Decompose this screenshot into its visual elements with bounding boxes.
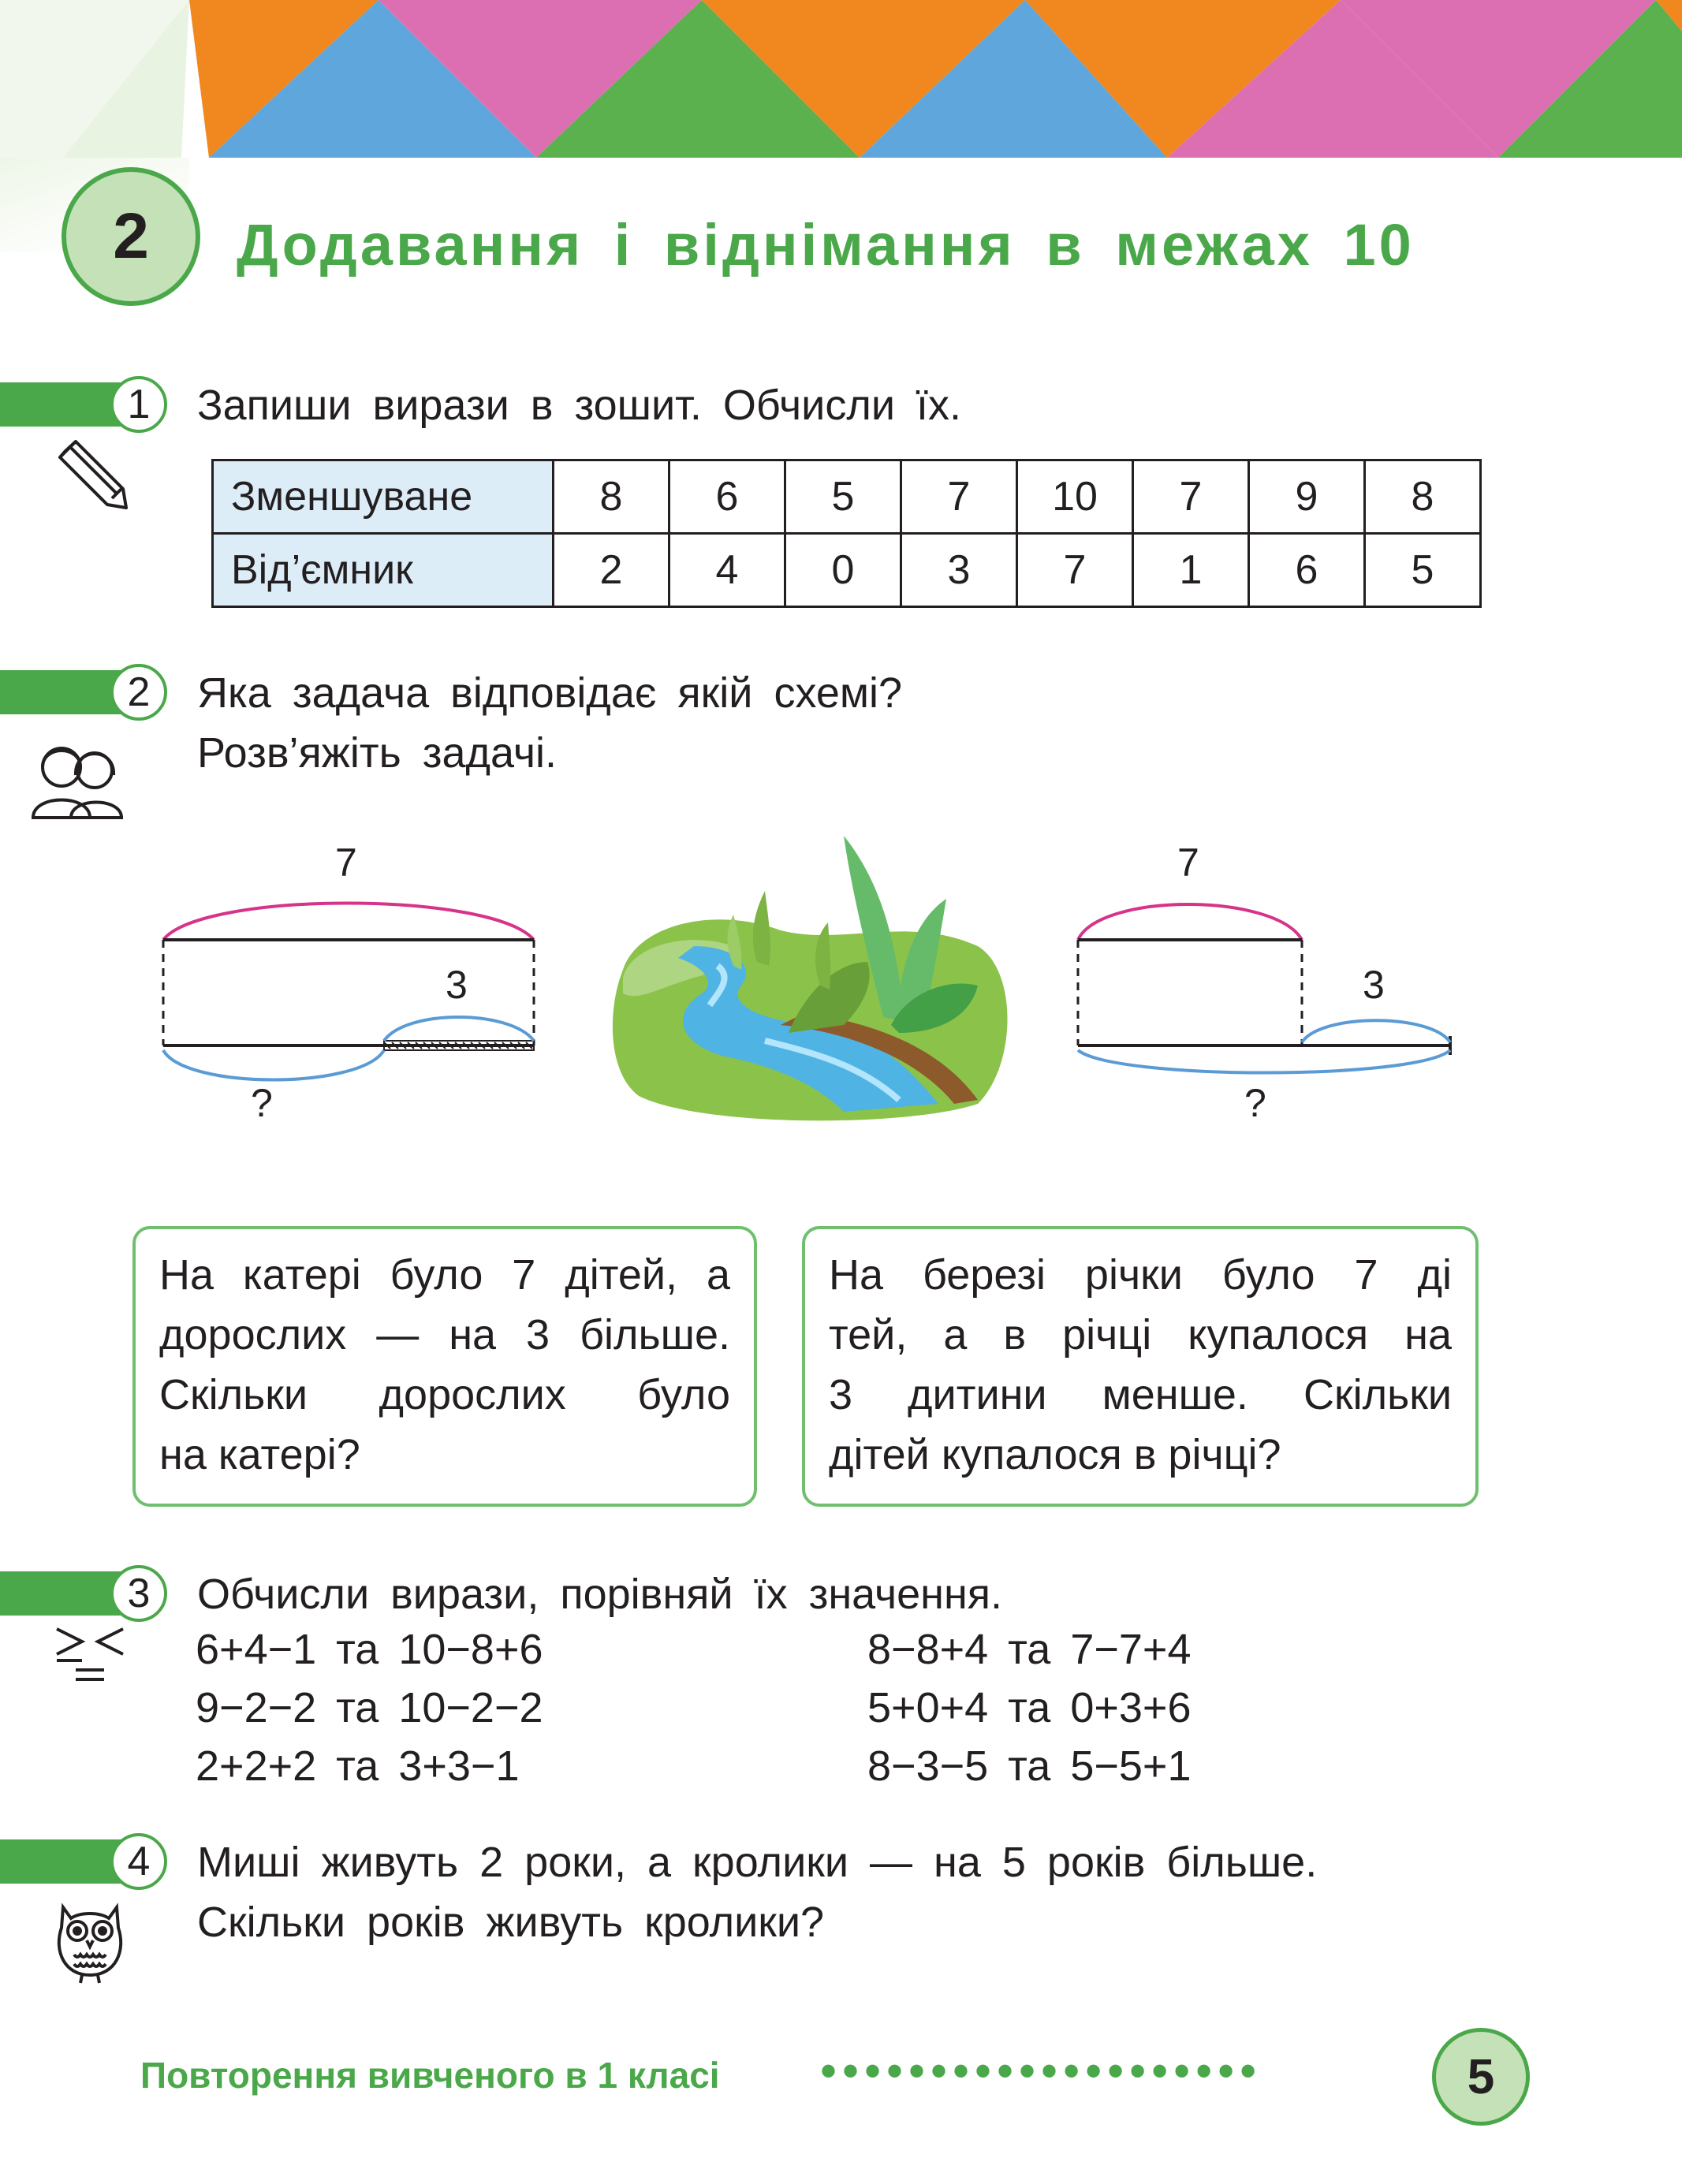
task-1-text: Запиши вирази в зошит. Обчисли їх. [197, 382, 962, 429]
expression-left-2: 9−2−2 та 10−2−2 [196, 1684, 543, 1731]
table-cell: 7 [1133, 460, 1249, 534]
expression-left-3: 2+2+2 та 3+3−1 [196, 1742, 520, 1790]
expression-right-1: 8−8+4 та 7−7+4 [867, 1626, 1192, 1673]
lesson-number-badge: 2 [62, 167, 200, 306]
task-4-line-2: Скільки років живуть кролики? [197, 1899, 825, 1946]
scheme-left-bottom-label: ? [251, 1081, 273, 1125]
story-box-1 [132, 1226, 757, 1507]
table-cell: 1 [1133, 534, 1249, 607]
footer-section-title: Повторення вивченого в 1 класі [140, 2055, 720, 2096]
lesson-title: Додавання і віднімання в межах 10 [237, 212, 1415, 278]
task-4-number: 4 [110, 1833, 167, 1890]
scheme-right-part-arc [1302, 1020, 1450, 1042]
scheme-right-part-label: 3 [1363, 963, 1385, 1007]
story-1-line: дорослих — на 3 більше. [159, 1311, 730, 1358]
subtraction-table [211, 459, 1482, 608]
story-1-line: На катері було 7 дітей, а [159, 1251, 730, 1299]
compare-icon [52, 1623, 128, 1686]
page-number-badge: 5 [1432, 2028, 1530, 2126]
story-2-line: 3 дитини менше. Скільки [829, 1371, 1452, 1418]
table-cell: 6 [1249, 534, 1365, 607]
table-cell: 5 [785, 460, 901, 534]
owl-icon [52, 1896, 128, 1985]
table-row-minuend [213, 460, 1481, 534]
scheme-left-bottom-arc [163, 1050, 384, 1080]
table-cell: 10 [1017, 460, 1133, 534]
table-cell: 8 [554, 460, 669, 534]
task-2-number: 2 [110, 664, 167, 721]
task-2-line-2: Розв’яжіть задачі. [197, 729, 558, 777]
pair-work-icon [28, 737, 126, 819]
scheme-right-top-label: 7 [1177, 840, 1199, 885]
story-2-line: тей, а в річці купалося на [829, 1311, 1452, 1358]
table-cell: 0 [785, 534, 901, 607]
expression-right-3: 8−3−5 та 5−5+1 [867, 1742, 1192, 1790]
task-3-text: Обчисли вирази, порівняй їх значення. [197, 1571, 1003, 1618]
task-1-number: 1 [110, 376, 167, 433]
scheme-left-top-label: 7 [335, 840, 357, 885]
task-4-line-1: Миші живуть 2 роки, а кролики — на 5 років більше. [197, 1839, 1318, 1886]
story-1-line: Скільки дорослих було [159, 1371, 730, 1418]
table-cell: 6 [669, 460, 785, 534]
scheme-left [154, 844, 548, 1127]
scheme-right-top-arc [1078, 904, 1302, 940]
row-label: Зменшуване [213, 460, 554, 534]
scheme-left-part-arc [384, 1017, 534, 1041]
task-2-line-1: Яка задача відповідає якій схемі? [197, 669, 903, 717]
table-cell: 4 [669, 534, 785, 607]
scheme-right-bottom-arc [1078, 1050, 1450, 1073]
scheme-left-part-label: 3 [446, 963, 468, 1007]
table-row-subtrahend [213, 534, 1481, 607]
table-cell: 7 [1017, 534, 1133, 607]
table-cell: 8 [1365, 460, 1481, 534]
table-cell: 3 [901, 534, 1017, 607]
scheme-left-top-arc [163, 904, 534, 941]
row-label: Від’ємник [213, 534, 554, 607]
footer-dot-leader: •••••••••••••••••••• [820, 2044, 1262, 2097]
task-3-number: 3 [110, 1565, 167, 1622]
table-cell: 2 [554, 534, 669, 607]
story-2-line: На березі річки було 7 ді [829, 1251, 1452, 1299]
story-box-2 [802, 1226, 1479, 1507]
story-1-line: на катері? [159, 1431, 360, 1478]
story-2-line: дітей купалося в річці? [829, 1431, 1281, 1478]
table-cell: 5 [1365, 534, 1481, 607]
table-cell: 9 [1249, 460, 1365, 534]
expression-left-1: 6+4−1 та 10−8+6 [196, 1626, 543, 1673]
table-cell: 7 [901, 460, 1017, 534]
scheme-right-bottom-label: ? [1244, 1081, 1266, 1125]
expression-right-2: 5+0+4 та 0+3+6 [867, 1684, 1192, 1731]
pencil-icon [54, 435, 132, 514]
river-landscape-icon [607, 828, 1025, 1127]
header-banner [0, 0, 1682, 158]
